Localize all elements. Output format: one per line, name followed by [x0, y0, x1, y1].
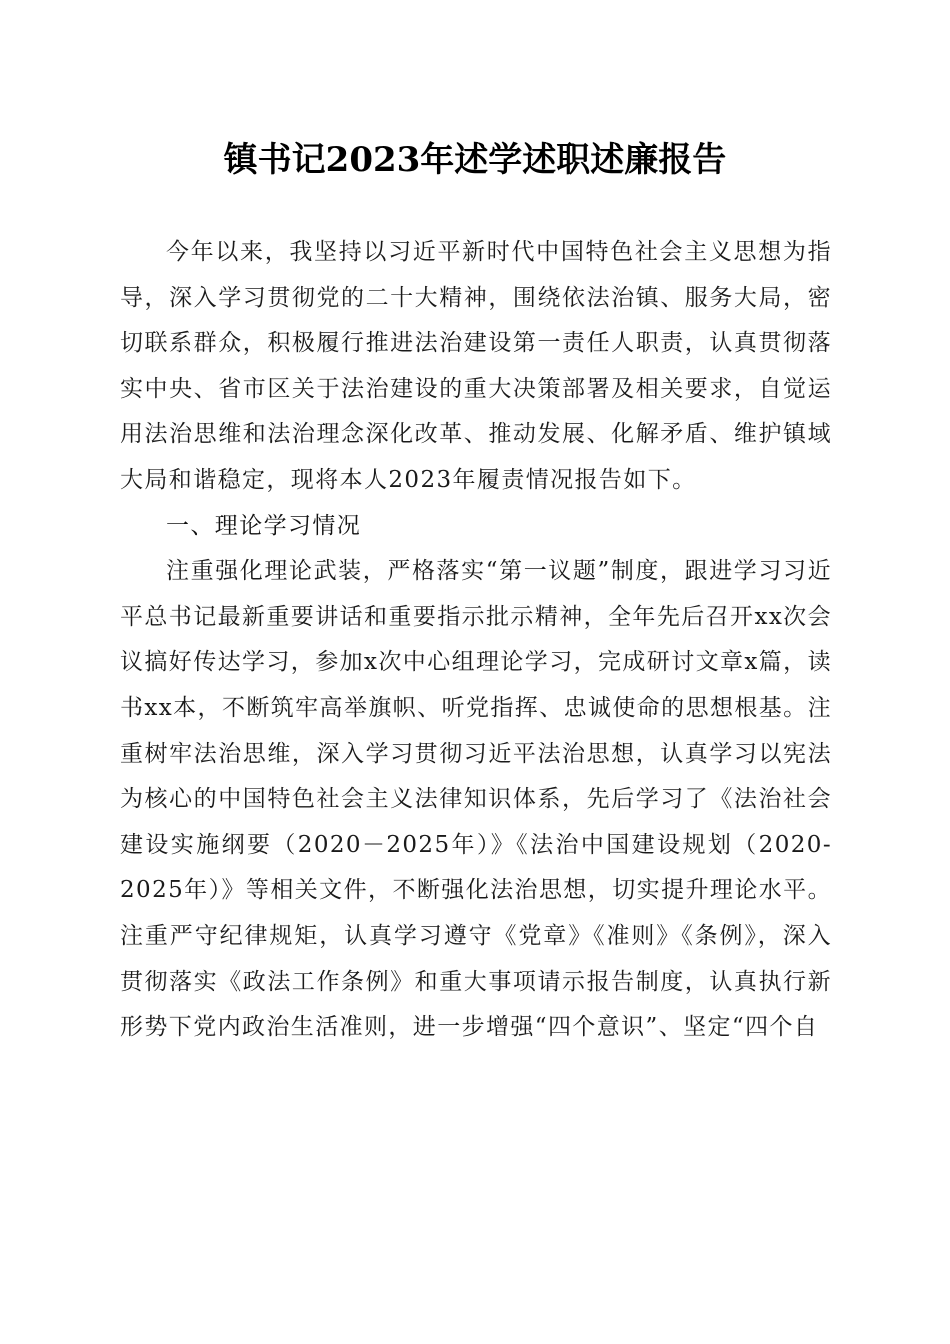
theory-study-paragraph: 注重强化理论武装，严格落实“第一议题”制度，跟进学习习近平总书记最新重要讲话和重要指示批示精神，全年先后召开xx次会议搞好传达学习，参加x次中心组理论学习，完成研讨文章x篇，读书xx本，不断筑牢高举旗帜、听党指挥、忠诚使命的思想根基。注重树牢法治思维，深入学习贯彻习近平法治思想，认真学习以宪法为核心的中国特色社会主义法律知识体系，先后学习了《法治社会建设实施纲要（2020－2025年）》《法治中国建设规划（2020-2025年）》等相关文件，不断强化法治思想，切实提升理论水平。注重严守纪律规矩，认真学习遵守《党章》《准则》《条例》，深入贯彻落实《政法工作条例》和重大事项请示报告制度，认真执行新形势下党内政治生活准则，进一步增强“四个意识”、坚定“四个自: [120, 558, 832, 1041]
intro-paragraph: 今年以来，我坚持以习近平新时代中国特色社会主义思想为指导，深入学习贯彻党的二十大精神，围绕依法治镇、服务大局，密切联系群众，积极履行推进法治建设第一责任人职责，认真贯彻落实中央、省市区关于法治建设的重大决策部署及相关要求，自觉运用法治思维和法治理念深化改革、推动发展、化解矛盾、维护镇域大局和谐稳定，现将本人2023年履责情况报告如下。: [120, 239, 832, 493]
document-body: [120, 230, 832, 1051]
section-heading-theory-study: 一、理论学习情况: [166, 512, 362, 539]
document-title: 镇书记2023年述学述职述廉报告: [223, 140, 727, 180]
